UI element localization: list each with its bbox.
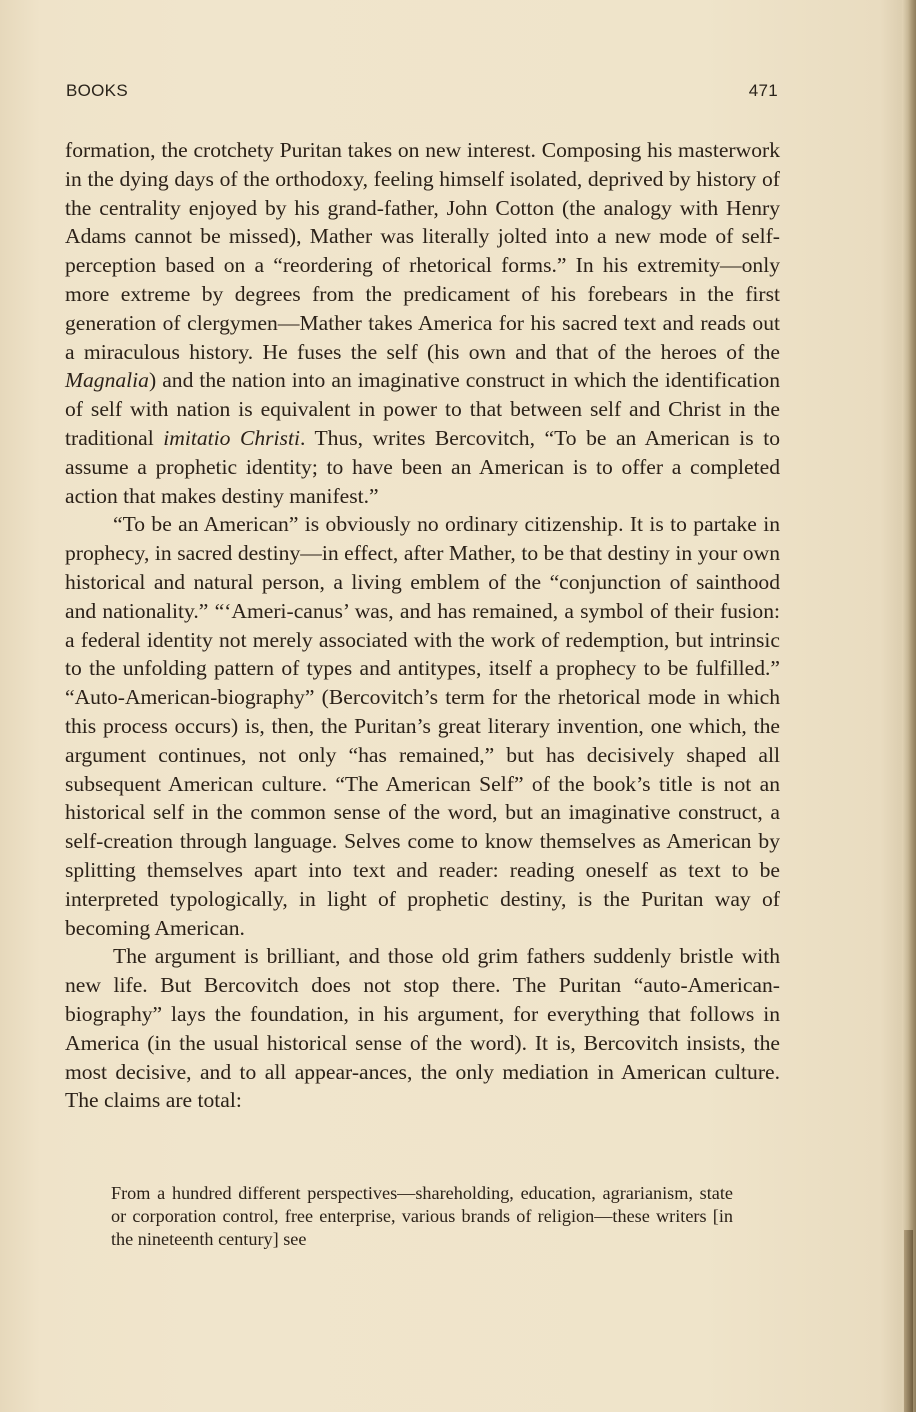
page-edge [902,0,916,1412]
page-number: 471 [748,81,778,100]
paragraph-text: . Thus, writes Bercovitch, “To be an American is to assume a prophetic identity; to have been an American is to offer a completed action that makes destiny manifest.” [65,425,780,508]
italic-title-magnalia: Magnalia [65,368,149,393]
running-head [66,81,780,105]
paragraph: “To be an American” is obviously no ordinary citizenship. It is to partake in prophecy, in sacred destiny—in effect, after Mather, to be that destiny in your own historical and natural person, a living emblem of the “conjunction of sainthood and nationality.” “‘Ameri-canus’ was, and has remained, a symbol of their fusion: a federal identity not merely associated with the work of redemption, but intrinsic to the unfolding pattern of types and antitypes, itself a prophecy to be fulfilled.” “Auto-American-biography” (Bercovitch’s term for the rhetorical mode in which this process occurs) is, then, the Puritan’s great literary invention, one which, the argument continues, not only “has remained,” but has decisively shaped all subsequent American culture. “The American Self” of the book’s title is not an historical self in the common sense of the word, but an imaginative construct, a self-creation through language. Selves come to know themselves as American by splitting themselves apart into text and reader: reading oneself as text to be interpreted typologically, in light of prophetic destiny, is the Puritan way of becoming American. [65,512,780,940]
paragraph: The argument is brilliant, and those old grim fathers suddenly bristle with new life. But Bercovitch does not stop there. The Puritan “auto-American-biography” lays the foundation, in his argument, for everything that follows in America (in the usual historical sense of the word). It is, Bercovitch insists, the most decisive, and to all appear-ances, the only mediation in American culture. The claims are total: [65,944,780,1113]
section-title: BOOKS [66,81,128,100]
block-quote: From a hundred different perspectives—shareholding, education, agrarianism, state or corporation control, free enterprise, various brands of religion—these writers [in the nineteenth century] see [111,1183,733,1249]
paragraph [65,136,780,510]
body-text [65,136,780,1115]
italic-phrase-imitatio-christi: imitatio Christi [163,425,300,450]
paragraph-text: ) and the nation into an imaginative construct in which the identification of self with nation is equivalent in power to that between self and Christ in the traditional [65,368,780,450]
page-edge-shadow [904,1230,913,1412]
paragraph-text: formation, the crotchety Puritan takes on new interest. Composing his masterwork in the dying days of the orthodoxy, feeling himself isolated, deprived by history of the centrality enjoyed by his grand-father, John Cotton (the analogy with Henry Adams cannot be missed), Mather was literally jolted into a new mode of self-perception based on a “reordering of rhetorical forms.” In his extremity—only more extreme by degrees from the predicament of his forebears in the first generation of clergymen—Mather takes America for his sacred text and reads out a miraculous history. He fuses the self (his own and that of the heroes of the [65,138,780,364]
